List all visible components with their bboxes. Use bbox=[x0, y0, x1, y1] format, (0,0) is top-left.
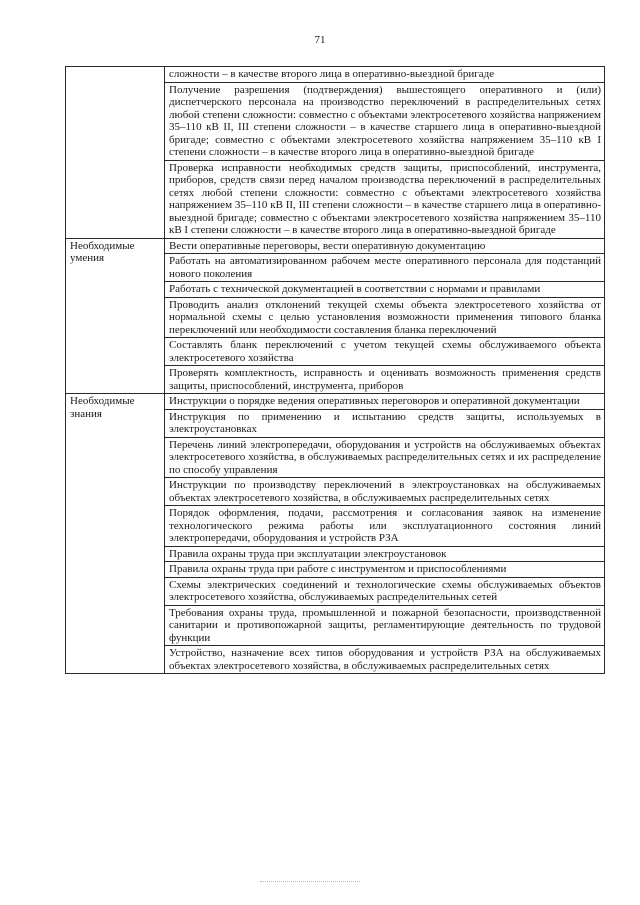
table-cell: Инструкции о порядке ведения оперативных переговоров и оперативной документации bbox=[165, 394, 605, 410]
table-cell: Проводить анализ отклонений текущей схемы объекта электросетевого хозяйства от нормальной схемы с целью установления возможности применения типового бланка переключений или необходимости составления бланка переключений bbox=[165, 297, 605, 338]
table-row bbox=[66, 238, 605, 254]
section-label-knowledge: Необходимые знания bbox=[66, 394, 165, 674]
table-cell: Устройство, назначение всех типов оборудования и устройств РЗА на обслуживаемых объектах электросетевого хозяйства, в обслуживаемых распределительных сетях bbox=[165, 646, 605, 674]
table-cell: Требования охраны труда, промышленной и пожарной безопасности, производственной санитарии и противопожарной защиты, регламентирующие деятельность по трудовой функции bbox=[165, 605, 605, 646]
page-number: 71 bbox=[314, 34, 326, 46]
table-cell: Работать на автоматизированном рабочем месте оперативного персонала для подстанций нового поколения bbox=[165, 254, 605, 282]
table-cell: Правила охраны труда при эксплуатации электроустановок bbox=[165, 546, 605, 562]
table-cell: Инструкции по производству переключений в электроустановках на обслуживаемых объектах электросетевого хозяйства, в обслуживаемых распределительных сетях bbox=[165, 478, 605, 506]
section-label-skills: Необходимые умения bbox=[66, 238, 165, 394]
table-cell: Схемы электрических соединений и технологические схемы обслуживаемых объектов электросетевого хозяйства, обслуживаемых распределительных сетей bbox=[165, 577, 605, 605]
table-cell: Получение разрешения (подтверждения) вышестоящего оперативного и (или) диспетчерского персонала на производство переключений в распределительных сетях любой степени сложности: совместно с объектами электросетевого хозяйства напряжением 35–110 кВ II, III степени сложности – в качестве старшего лица в оперативно-выездной бригаде; совместно с объектами электросетевого хозяйства напряжением 35–110 кВ I степени сложности – в качестве второго лица в оперативно-выездной бригаде bbox=[165, 82, 605, 160]
table-cell: Правила охраны труда при работе с инструментом и приспособлениями bbox=[165, 562, 605, 578]
section-label bbox=[66, 67, 165, 239]
table-cell: Инструкция по применению и испытанию средств защиты, используемых в электроустановках bbox=[165, 409, 605, 437]
labor-function-table bbox=[65, 66, 605, 674]
table-row bbox=[66, 67, 605, 83]
table-cell: Вести оперативные переговоры, вести оперативную документацию bbox=[165, 238, 605, 254]
table-cell: Порядок оформления, подачи, рассмотрения и согласования заявок на изменение технологического режима работы или эксплуатационного состояния линий электропередачи, оборудования и устройств РЗА bbox=[165, 506, 605, 547]
table-cell: Проверять комплектность, исправность и оценивать возможность применения средств защиты, приспособлений, инструмента, приборов bbox=[165, 366, 605, 394]
table-cell: Составлять бланк переключений с учетом текущей схемы обслуживаемого объекта электросетевого хозяйства bbox=[165, 338, 605, 366]
table-row bbox=[66, 394, 605, 410]
table-cell: Проверка исправности необходимых средств защиты, приспособлений, инструмента, приборов, средств связи перед началом производства переключений в распределительных сетях любой степени сложности: совместно с объектами электросетевого хозяйства напряжением 35–110 кВ II, III степени сложности – в качестве старшего лица в оперативно-выездной бригаде; совместно с объектами электросетевого хозяйства напряжением 35–110 кВ I степени сложности – в качестве второго лица в оперативно-выездной бригаде bbox=[165, 160, 605, 238]
scan-artifact-line bbox=[260, 881, 360, 882]
table-cell: Перечень линий электропередачи, оборудования и устройств на обслуживаемых объектах электросетевого хозяйства, в обслуживаемых распределительных сетях и их распределение по способу управления bbox=[165, 437, 605, 478]
table-cell: сложности – в качестве второго лица в оперативно-выездной бригаде bbox=[165, 67, 605, 83]
table-cell: Работать с технической документацией в соответствии с нормами и правилами bbox=[165, 282, 605, 298]
